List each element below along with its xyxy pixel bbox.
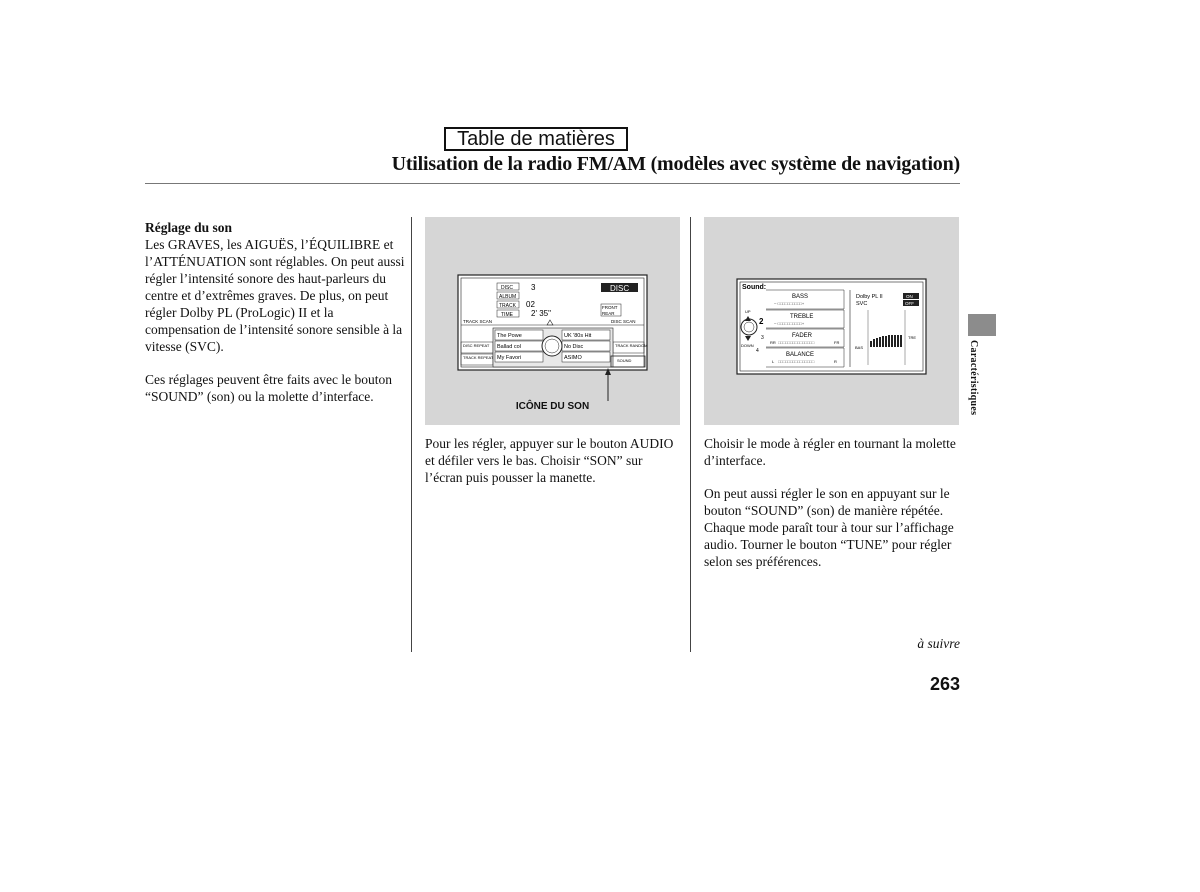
track-random-label: TRACK RANDOM [615, 343, 648, 348]
body-paragraph: Pour les régler, appuyer sur le bouton AUDIO et défiler vers le bas. Choisir “SON” sur l’écran puis pousser la manette. [425, 436, 674, 485]
disc-scan-label: DISC SCAN [611, 319, 636, 324]
body-paragraph: Choisir le mode à régler en tournant la molette d’interface. [704, 436, 956, 468]
svc-label: SVC [856, 301, 868, 307]
preset-2: Ballad col [497, 344, 521, 350]
disc-repeat-label: DISC REPEAT [463, 343, 490, 348]
svg-text:4: 4 [756, 348, 759, 354]
svg-text:−·□□□□□□□□□□+: −·□□□□□□□□□□+ [774, 301, 805, 306]
figure-audio-screen [425, 217, 680, 425]
track-label: TRACK [499, 303, 516, 309]
svg-text:2: 2 [759, 317, 764, 326]
body-paragraph: On peut aussi régler le son en appuyant sur le bouton “SOUND” (son) de manière répétée. Chaque mode paraît tour à tour sur l’affichage audio. Tourner le bouton “TUNE” pour régler selon ses préférences. [704, 486, 954, 569]
time-value: 2' 35" [531, 309, 551, 318]
bass-label: BASS [792, 294, 809, 300]
sound-label: SOUND [617, 358, 632, 363]
page-title: Utilisation de la radio FM/AM (modèles avec système de navigation) [391, 153, 960, 175]
disc-label: DISC [501, 285, 513, 291]
preset-6: ASIMO [564, 355, 582, 361]
rear-label: REAR [602, 311, 615, 316]
svg-text:□□□□□□□□□□□□□□□: □□□□□□□□□□□□□□□ [778, 359, 815, 364]
svg-text:□□□□□□□□□□□□□□□: □□□□□□□□□□□□□□□ [778, 340, 815, 345]
balance-label: BALANCE [786, 352, 815, 358]
rr-label: RR [770, 340, 776, 345]
continued-note: à suivre [917, 636, 960, 651]
mode-badge: DISC [610, 284, 630, 293]
figure-caption: ICÔNE DU SON [515, 401, 590, 412]
l-label: L [772, 359, 775, 364]
tre-label: TRE [908, 335, 916, 340]
dolby-label: Dolby PL II [856, 294, 883, 300]
left-column [145, 219, 407, 421]
front-label: FRONT [602, 305, 618, 310]
time-label: TIME [501, 312, 513, 318]
up-label: UP [745, 309, 751, 314]
fr-label: FR [834, 340, 840, 345]
column-divider-left [411, 217, 412, 652]
disc-value: 3 [531, 283, 536, 292]
track-repeat-label: TRACK REPEAT [463, 355, 494, 360]
preset-5: No Disc [564, 344, 584, 350]
section-tab-marker [968, 314, 996, 336]
track-scan-label: TRACK SCAN [463, 319, 493, 324]
sound-screen-illustration [704, 217, 959, 425]
down-label: DOWN [741, 343, 754, 348]
table-of-contents-link[interactable]: Table de matières [444, 127, 628, 151]
middle-column [425, 435, 680, 502]
section-tab-label: Caractéristiques [968, 340, 979, 416]
off-label: OFF [905, 301, 914, 306]
column-divider-right [690, 217, 691, 652]
right-column [704, 435, 964, 586]
on-label: ON [906, 294, 913, 299]
page-number: 263 [929, 674, 960, 694]
section-heading: Réglage du son [145, 220, 233, 235]
album-label: ALBUM [499, 294, 517, 300]
header-rule [145, 183, 960, 184]
r-label: R [834, 359, 837, 364]
audio-screen-illustration [425, 217, 680, 425]
fader-label: FADER [792, 333, 813, 339]
preset-4: UK '80s Hit [564, 333, 592, 339]
body-paragraph: Ces réglages peuvent être faits avec le bouton “SOUND” (son) ou la molette d’interface. [145, 372, 393, 404]
preset-1: The Powe [497, 333, 522, 339]
svg-text:3: 3 [761, 335, 764, 341]
preset-3: My Favori [497, 355, 522, 361]
sound-header: Sound: [742, 284, 767, 291]
bas-label: BAS [855, 345, 864, 350]
body-paragraph: Les GRAVES, les AIGUËS, l’ÉQUILIBRE et l’ATTÉNUATION sont réglables. On peut aussi régler l’intensité sonore des haut-parleurs du centre et d’extrêmes graves. De plus, on peut régler Dolby PL (ProLogic) II et la compensation de l’intensité sonore sensible à la vitesse (SVC). [145, 237, 405, 354]
figure-sound-screen [704, 217, 959, 425]
treble-label: TREBLE [790, 314, 814, 320]
track-value: 02 [526, 300, 535, 309]
svg-text:−·□□□□□□□□□□+: −·□□□□□□□□□□+ [774, 321, 805, 326]
